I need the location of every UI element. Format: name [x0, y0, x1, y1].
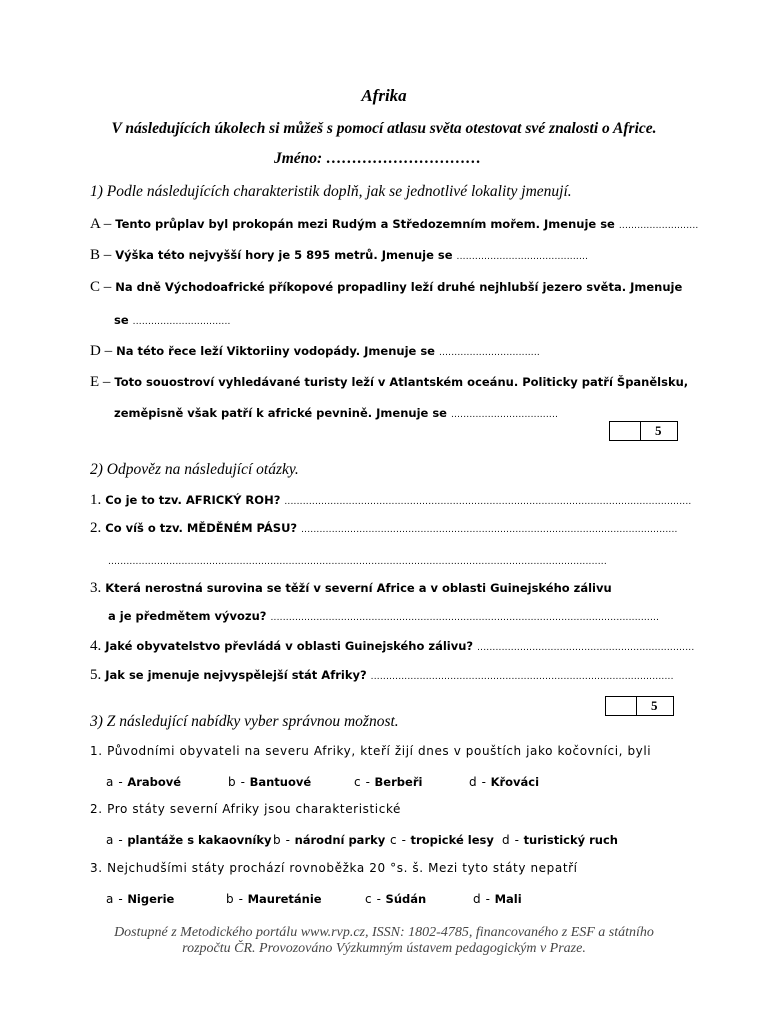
page-title: Afrika — [361, 86, 407, 105]
section1-heading: 1) Podle následujících charakteristik doplň, jak se jednotlivé lokality jmenují. — [90, 183, 572, 200]
mc-option-1d: d - Křováci — [469, 775, 540, 789]
footer-line-1: Dostupné z Metodického portálu www.rvp.cz, ISSN: 1802-4785, financovaného z ESF a státního — [114, 925, 654, 940]
name-field: Jméno: ………………………… — [274, 150, 482, 167]
section1-item-c-cont — [114, 311, 231, 329]
question-text: Co je to tzv. AFRICKÝ ROH? — [105, 493, 281, 507]
mc-option-1b: b - Bantuové — [228, 775, 312, 789]
mc-option-2a: a - plantáže s kakaovníky — [106, 833, 272, 847]
item-text: Na dně Východoafrické příkopové propadliny leží druhé nejhlubší jezero světa. Jmenuje — [115, 280, 683, 294]
question-number: 2. — [90, 520, 102, 536]
question-text: Která nerostná surovina se těží v severní Africe a v oblasti Guinejského zálivu — [105, 581, 612, 595]
score-input-cell — [610, 422, 641, 440]
max-points: 5 — [655, 423, 662, 438]
mc-option-2d: d - turistický ruch — [502, 833, 618, 847]
item-letter: B – — [90, 247, 112, 263]
answer-blank: ................................... — [450, 410, 559, 420]
mc-question-2: 2. Pro státy severní Afriky jsou charakteristické — [90, 802, 402, 816]
item-letter: E – — [90, 374, 111, 390]
item-text: Na této řece leží Viktoriiny vodopády. Jmenuje se — [116, 344, 435, 358]
section1-item-e-cont — [114, 404, 558, 422]
section1-item-d — [90, 342, 540, 360]
section1-item-b — [90, 246, 588, 264]
question-number: 1. — [90, 492, 102, 508]
answer-blank: ................................................................................................................................................................... — [108, 557, 607, 567]
score-box-2 — [605, 696, 674, 716]
mc-question-1: 1. Původními obyvateli na severu Afriky, kteří žijí dnes v pouštích jako kočovníci, byli — [90, 744, 652, 758]
question-3-cont — [108, 607, 659, 625]
question-text: Co víš o tzv. MĚDĚNÉM PÁSU? — [105, 521, 298, 535]
question-2 — [90, 519, 678, 537]
item-letter: C – — [90, 279, 112, 295]
answer-blank: ........................................... — [456, 252, 589, 262]
question-1 — [90, 491, 691, 509]
question-4 — [90, 637, 694, 655]
item-text: Výška této nejvyšší hory je 5 895 metrů. Jmenuje se — [115, 248, 453, 262]
section1-item-e — [90, 373, 688, 391]
question-5 — [90, 666, 674, 684]
answer-blank: ............................................................................................................................... — [270, 613, 660, 623]
score-box-1 — [609, 421, 678, 441]
answer-blank: ................................ — [132, 317, 231, 327]
answer-blank: ........................................................................................................................... — [301, 525, 678, 535]
mc-option-2c: c - tropické lesy — [390, 833, 494, 847]
item-text: zeměpisně však patří k africké pevnině. Jmenuje se — [114, 406, 447, 420]
question-3 — [90, 579, 612, 597]
mc-option-1c: c - Berbeři — [354, 775, 423, 789]
item-text: se — [114, 313, 129, 327]
question-text: Jak se jmenuje nejvyspělejší stát Afriky? — [105, 668, 367, 682]
item-text: Tento průplav byl prokopán mezi Rudým a Středozemním mořem. Jmenuje se — [115, 217, 615, 231]
section1-item-c — [90, 278, 682, 296]
mc-option-3a: a - Nigerie — [106, 892, 175, 906]
question-text: a je předmětem vývozu? — [108, 609, 267, 623]
mc-option-3b: b - Mauretánie — [226, 892, 322, 906]
section1-item-a — [90, 215, 698, 233]
answer-blank: ..................................................................................................................................... — [284, 497, 692, 507]
item-letter: D – — [90, 343, 113, 359]
question-number: 4. — [90, 638, 102, 654]
score-input-cell — [606, 697, 637, 715]
item-letter: A – — [90, 216, 112, 232]
item-text: Toto souostroví vyhledávané turisty leží v Atlantském oceánu. Politicky patří Španělsku, — [114, 375, 689, 389]
answer-blank: ....................................................................... — [477, 643, 695, 653]
footer-line-2: rozpočtu ČR. Provozováno Výzkumným ústavem pedagogickým v Praze. — [182, 941, 586, 956]
section3-heading: 3) Z následující nabídky vyber správnou možnost. — [90, 713, 399, 730]
question-2-line2 — [108, 551, 607, 569]
mc-option-3d: d - Mali — [473, 892, 522, 906]
question-text: Jaké obyvatelstvo převládá v oblasti Guinejského zálivu? — [105, 639, 474, 653]
section2-heading: 2) Odpověz na následující otázky. — [90, 461, 299, 478]
mc-option-1a: a - Arabové — [106, 775, 182, 789]
answer-blank: ................................................................................................... — [370, 672, 674, 682]
answer-blank: .......................... — [618, 221, 699, 231]
mc-question-3: 3. Nejchudšími státy prochází rovnoběžka 20 °s. š. Mezi tyto státy nepatří — [90, 861, 578, 875]
mc-option-2b: b - národní parky — [273, 833, 386, 847]
mc-option-3c: c - Súdán — [365, 892, 427, 906]
question-number: 5. — [90, 667, 102, 683]
intro-text: V následujících úkolech si můžeš s pomocí atlasu světa otestovat své znalosti o Africe. — [111, 120, 657, 137]
answer-blank: ................................. — [438, 348, 540, 358]
question-number: 3. — [90, 580, 102, 596]
max-points: 5 — [651, 698, 658, 713]
